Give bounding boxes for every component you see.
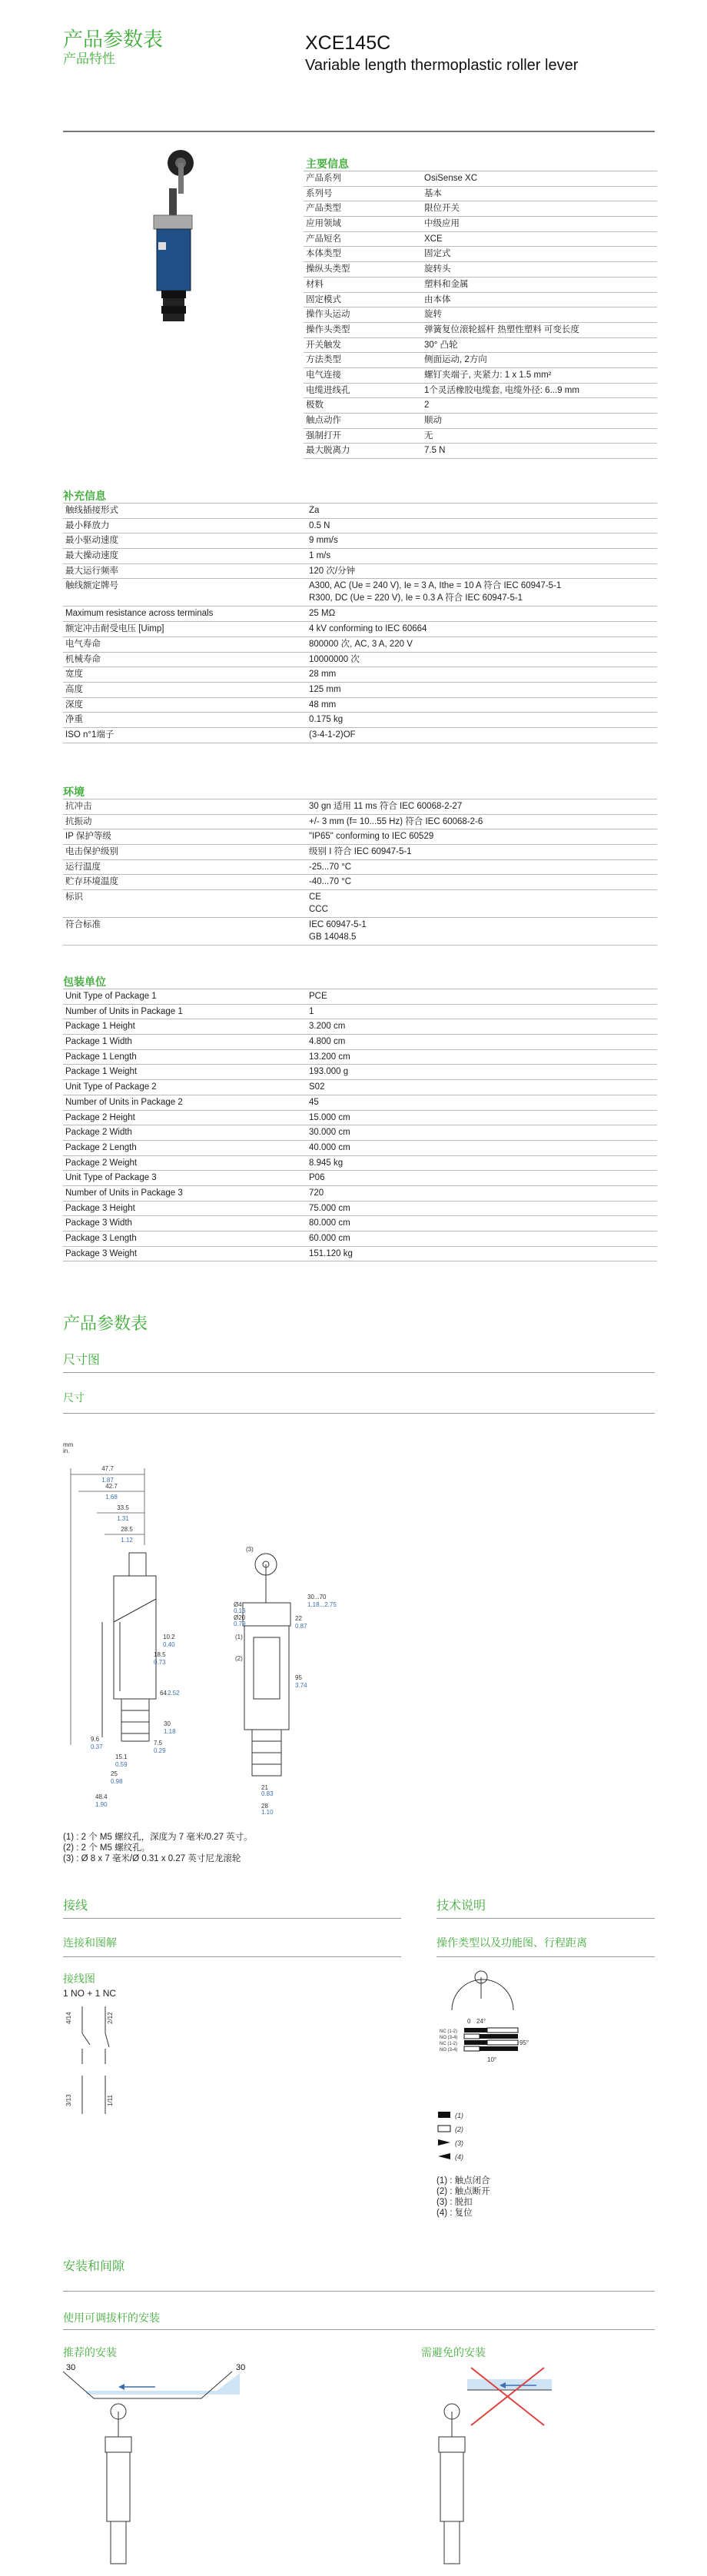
dim-label: 25 <box>111 1770 118 1777</box>
table-row <box>304 186 657 201</box>
unit-in: in. <box>63 1448 70 1454</box>
dim-label: 47.7 <box>101 1465 114 1472</box>
install-subtitle: 使用可调拔杆的安装 <box>63 2312 160 2324</box>
row-value: 侧面运动, 2方向 <box>421 353 657 368</box>
dim-label: 22 <box>295 1615 302 1622</box>
dim-label-in: 0.73 <box>154 1659 166 1666</box>
row-label: 最大脱离力 <box>304 444 421 459</box>
table-row <box>63 1201 657 1216</box>
table-row <box>304 322 657 337</box>
legend-text-4: (4) : 复位 <box>436 2209 473 2218</box>
legend-text-3: (3) : 脱扣 <box>436 2198 473 2207</box>
divider <box>63 1413 655 1414</box>
row-value: Za <box>306 504 657 519</box>
table-row <box>63 799 657 815</box>
packing-table <box>63 989 657 1261</box>
dim-label: 30...70 <box>307 1594 327 1600</box>
row-value: 7.5 N <box>421 444 657 459</box>
supplementary-title: 补充信息 <box>63 490 106 502</box>
row-value: -25...70 °C <box>306 859 657 875</box>
angle-label: 0 <box>467 2018 471 2025</box>
table-row <box>63 1185 657 1201</box>
row-label: Package 3 Height <box>63 1201 306 1216</box>
table-row <box>63 890 657 918</box>
dim-label-in: 3.74 <box>295 1682 307 1689</box>
row-label: Package 2 Height <box>63 1110 306 1125</box>
row-value: S02 <box>306 1080 657 1095</box>
main-info-table <box>304 171 657 459</box>
dim-label-in: 0.16 <box>234 1607 246 1614</box>
row-value: 28 mm <box>306 667 657 683</box>
row-value: CE CCC <box>306 890 657 918</box>
row-value: 1 <box>306 1004 657 1019</box>
function-diagram <box>436 1968 559 2068</box>
table-row <box>63 1171 657 1186</box>
dim-label: 28.5 <box>121 1526 133 1533</box>
product-model: XCE145C <box>305 32 391 54</box>
table-row <box>63 727 657 743</box>
table-row <box>304 367 657 383</box>
row-value: 螺钉夹端子, 夹紧力: 1 x 1.5 mm² <box>421 367 657 383</box>
legend-mark: (2) <box>455 2126 463 2133</box>
row-value: 级别 I 符合 IEC 60947-5-1 <box>306 845 657 860</box>
row-value: 旋转头 <box>421 262 657 278</box>
row-value: IEC 60947-5-1 GB 14048.5 <box>306 918 657 946</box>
dimensions-subtitle: 尺寸 <box>63 1391 85 1404</box>
callout-label: (3) <box>246 1546 254 1553</box>
header-right <box>305 32 578 75</box>
row-label: 电缆进线孔 <box>304 383 421 398</box>
angle-label: 95° <box>519 2039 529 2046</box>
row-label: 产品类型 <box>304 201 421 217</box>
row-value: 13.200 cm <box>306 1049 657 1065</box>
table-row <box>63 1004 657 1019</box>
terminal-label: 3/13 <box>65 2094 72 2106</box>
dim-label: Ø4 <box>234 1601 242 1608</box>
row-value: 基本 <box>421 186 657 201</box>
table-row <box>63 549 657 564</box>
dim-label: Ø20 <box>234 1614 246 1621</box>
avoid-install-drawing <box>421 2364 621 2571</box>
contact-label: NC (1-2) <box>440 2042 458 2046</box>
row-value: -40...70 °C <box>306 875 657 890</box>
wiring-diagram-title: 接线图 <box>63 1973 95 1985</box>
product-photo <box>138 146 207 331</box>
dim-label: 42.7 <box>105 1483 118 1490</box>
table-row <box>63 1049 657 1065</box>
table-row <box>304 414 657 429</box>
row-value: 顺动 <box>421 414 657 429</box>
table-row <box>63 1231 657 1247</box>
row-value: 无 <box>421 428 657 444</box>
dim-label: 30 <box>164 1720 171 1727</box>
row-label: Number of Units in Package 2 <box>63 1095 306 1110</box>
row-label: 贮存环境温度 <box>63 875 306 890</box>
row-label: 最大运行频率 <box>63 563 306 579</box>
dim-label-in: 2.52 <box>168 1690 180 1697</box>
row-label: 最大操动速度 <box>63 549 306 564</box>
row-label: 操作头类型 <box>304 322 421 337</box>
divider <box>436 1956 655 1957</box>
table-row <box>63 518 657 533</box>
row-label: 触点动作 <box>304 414 421 429</box>
table-row <box>304 307 657 323</box>
row-label: 标识 <box>63 890 306 918</box>
terminal-label: 4/14 <box>65 2012 72 2024</box>
row-value: 由本体 <box>421 292 657 307</box>
row-value: 4.800 cm <box>306 1035 657 1050</box>
main-info-title: 主要信息 <box>306 158 349 170</box>
row-label: 电气连接 <box>304 367 421 383</box>
row-value: 800000 次, AC, 3 A, 220 V <box>306 637 657 652</box>
dim-label-in: 1.18...2.75 <box>307 1601 337 1608</box>
table-row <box>63 829 657 845</box>
row-label: 最小驱动速度 <box>63 533 306 549</box>
table-row <box>63 1216 657 1231</box>
table-row <box>63 1125 657 1141</box>
row-label: Package 2 Length <box>63 1140 306 1155</box>
row-label: 净重 <box>63 713 306 728</box>
dim-label-in: 1.87 <box>101 1477 114 1484</box>
table-row <box>63 859 657 875</box>
divider <box>436 1918 655 1919</box>
row-label: Package 2 Weight <box>63 1155 306 1171</box>
row-label: Package 1 Width <box>63 1035 306 1050</box>
divider <box>63 2291 655 2292</box>
row-value: 30.000 cm <box>306 1125 657 1141</box>
table-row <box>63 682 657 697</box>
dim-label: 48.4 <box>95 1793 108 1800</box>
dim-label: 10.2 <box>163 1634 175 1640</box>
table-row <box>63 652 657 667</box>
avoid-install-title: 需避免的安装 <box>421 2346 486 2358</box>
dim-label-in: 1.12 <box>121 1537 133 1544</box>
table-row <box>63 1155 657 1171</box>
table-row <box>304 337 657 353</box>
dim-label-in: 1.18 <box>164 1728 176 1735</box>
table-row <box>63 918 657 946</box>
row-label: Unit Type of Package 3 <box>63 1171 306 1186</box>
row-label: 操纵头类型 <box>304 262 421 278</box>
dim-label: 21 <box>261 1784 268 1791</box>
row-label: Unit Type of Package 1 <box>63 989 306 1005</box>
row-label: 电击保护级别 <box>63 845 306 860</box>
row-value: 30° 凸轮 <box>421 337 657 353</box>
row-label: 抗振动 <box>63 814 306 829</box>
table-row <box>63 1065 657 1080</box>
dim-label-in: 1.31 <box>117 1515 129 1522</box>
row-label: 抗冲击 <box>63 799 306 815</box>
row-value: 151.120 kg <box>306 1246 657 1261</box>
row-label: 开关触发 <box>304 337 421 353</box>
page-title: 产品参数表 <box>63 28 164 51</box>
row-label: 触线额定牌号 <box>63 579 306 607</box>
row-label: 电气寿命 <box>63 637 306 652</box>
row-value: 9 mm/s <box>306 533 657 549</box>
row-value: PCE <box>306 989 657 1005</box>
terminal-label: 1/11 <box>107 2095 114 2106</box>
row-label: 最小释放力 <box>63 518 306 533</box>
row-value: 旋转 <box>421 307 657 323</box>
row-label: IP 保护等级 <box>63 829 306 845</box>
row-value: 0.175 kg <box>306 713 657 728</box>
row-value: 1个灵活橡胶电缆套, 电缆外径: 6...9 mm <box>421 383 657 398</box>
row-value: 0.5 N <box>306 518 657 533</box>
row-label: 产品系列 <box>304 171 421 187</box>
table-row <box>63 875 657 890</box>
row-value: 30 gn 适用 11 ms 符合 IEC 60068-2-27 <box>306 799 657 815</box>
table-row <box>63 845 657 860</box>
row-label: 符合标准 <box>63 918 306 946</box>
table-row <box>304 398 657 414</box>
page2-title: 产品参数表 <box>63 1314 148 1333</box>
note-2: (2) : 2 个 M5 螺纹孔。 <box>63 1843 151 1853</box>
row-value: OsiSense XC <box>421 171 657 187</box>
contact-label: NO (3-4) <box>440 2048 458 2052</box>
row-label: 产品短名 <box>304 231 421 247</box>
row-value: 10000000 次 <box>306 652 657 667</box>
table-row <box>304 171 657 187</box>
row-label: 固定模式 <box>304 292 421 307</box>
dim-label: 28 <box>261 1803 268 1810</box>
contact-label: NO (3-4) <box>440 2036 458 2040</box>
dim-label: 95 <box>295 1674 302 1681</box>
wiring-title: 接线 <box>63 1900 88 1913</box>
row-value: 1 m/s <box>306 549 657 564</box>
environment-title: 环境 <box>63 786 85 798</box>
dim-label: 64 <box>160 1690 167 1697</box>
table-row <box>63 563 657 579</box>
row-label: 触线插接形式 <box>63 504 306 519</box>
row-label: 应用领域 <box>304 217 421 232</box>
dim-label-in: 0.29 <box>154 1747 166 1754</box>
dimensions-title: 尺寸图 <box>63 1354 101 1367</box>
row-value: 125 mm <box>306 682 657 697</box>
table-row <box>63 1019 657 1035</box>
row-label: Number of Units in Package 3 <box>63 1185 306 1201</box>
header-divider <box>63 131 655 132</box>
row-value: 中级应用 <box>421 217 657 232</box>
row-label: Package 1 Length <box>63 1049 306 1065</box>
terminal-label: 2/12 <box>107 2012 114 2024</box>
table-row <box>304 247 657 262</box>
row-label: 宽度 <box>63 667 306 683</box>
dim-label-in: 0.37 <box>91 1743 103 1750</box>
table-row <box>304 383 657 398</box>
table-row <box>304 353 657 368</box>
row-value: 4 kV conforming to IEC 60664 <box>306 622 657 637</box>
dim-label-in: 0.87 <box>295 1623 307 1630</box>
row-value: "IP65" conforming to IEC 60529 <box>306 829 657 845</box>
dim-label-in: 1.10 <box>261 1809 274 1816</box>
dim-label-in: 0.79 <box>234 1620 246 1627</box>
table-row <box>63 1080 657 1095</box>
row-value: 80.000 cm <box>306 1216 657 1231</box>
row-value: 40.000 cm <box>306 1140 657 1155</box>
contact-label: NC (1-2) <box>440 2029 458 2034</box>
dim-label: 7.5 <box>154 1740 163 1747</box>
table-row <box>63 814 657 829</box>
dim-label-in: 1.90 <box>95 1801 108 1808</box>
row-value: 3.200 cm <box>306 1019 657 1035</box>
row-label: 系列号 <box>304 186 421 201</box>
row-label: Package 3 Length <box>63 1231 306 1247</box>
row-label: 本体类型 <box>304 247 421 262</box>
row-value: 15.000 cm <box>306 1110 657 1125</box>
dim-label: 18.5 <box>154 1651 166 1658</box>
table-row <box>63 989 657 1005</box>
row-label: 方法类型 <box>304 353 421 368</box>
row-label: 材料 <box>304 277 421 292</box>
table-row <box>63 533 657 549</box>
wiring-diagram <box>63 2003 132 2118</box>
table-row <box>304 201 657 217</box>
divider <box>63 1372 655 1373</box>
row-value: (3-4-1-2)OF <box>306 727 657 743</box>
row-label: Maximum resistance across terminals <box>63 607 306 622</box>
callout-label: (2) <box>235 1655 243 1662</box>
dim-label-in: 0.59 <box>115 1761 128 1768</box>
row-label: Package 3 Width <box>63 1216 306 1231</box>
table-row <box>63 504 657 519</box>
dim-label-in: 0.40 <box>163 1641 175 1648</box>
table-row <box>63 697 657 713</box>
recommended-install-title: 推荐的安装 <box>63 2346 117 2358</box>
table-row <box>304 262 657 278</box>
row-label: 极数 <box>304 398 421 414</box>
row-value: P06 <box>306 1171 657 1186</box>
dim-label: 15.1 <box>115 1753 128 1760</box>
tech-title: 技术说明 <box>436 1900 486 1913</box>
row-value: 193.000 g <box>306 1065 657 1080</box>
table-row <box>63 667 657 683</box>
dim-label-in: 0.98 <box>111 1778 123 1785</box>
dim-label: 33.5 <box>117 1504 129 1511</box>
row-value: 45 <box>306 1095 657 1110</box>
legend-mark: (1) <box>455 2112 463 2119</box>
note-1: (1) : 2 个 M5 螺纹孔，深度为 7 毫米/0.27 英寸。 <box>63 1833 253 1842</box>
supplementary-table <box>63 503 657 743</box>
row-value: 限位开关 <box>421 201 657 217</box>
tech-subtitle: 操作类型以及功能图、行程距离 <box>436 1936 587 1949</box>
row-value: XCE <box>421 231 657 247</box>
row-label: 深度 <box>63 697 306 713</box>
angle-label: 30 <box>236 2364 246 2372</box>
legend-mark: (3) <box>455 2139 463 2147</box>
dimension-drawing <box>60 1438 352 1822</box>
environment-table <box>63 799 657 946</box>
table-row <box>304 277 657 292</box>
row-label: Package 1 Weight <box>63 1065 306 1080</box>
table-row <box>304 231 657 247</box>
row-value: 48 mm <box>306 697 657 713</box>
product-description: Variable length thermoplastic roller lever <box>305 57 579 74</box>
table-row <box>63 637 657 652</box>
dim-label-in: 0.83 <box>261 1790 274 1797</box>
row-label: Number of Units in Package 1 <box>63 1004 306 1019</box>
row-value: 弹簧复位滚轮摇杆 热塑性塑料 可变长度 <box>421 322 657 337</box>
row-value: 8.945 kg <box>306 1155 657 1171</box>
table-row <box>63 1035 657 1050</box>
row-value: 2 <box>421 398 657 414</box>
divider <box>63 1956 401 1957</box>
row-label: 高度 <box>63 682 306 697</box>
legend-mark: (4) <box>455 2153 463 2161</box>
row-value: 75.000 cm <box>306 1201 657 1216</box>
wiring-subtitle: 连接和图解 <box>63 1936 117 1949</box>
table-row <box>63 1140 657 1155</box>
row-label: Package 3 Weight <box>63 1246 306 1261</box>
row-value: 720 <box>306 1185 657 1201</box>
row-value: 120 次/分钟 <box>306 563 657 579</box>
legend-text-2: (2) : 触点断开 <box>436 2187 490 2196</box>
row-value: 固定式 <box>421 247 657 262</box>
row-label: 运行温度 <box>63 859 306 875</box>
row-value: A300, AC (Ue = 240 V), Ie = 3 A, Ithe = 10 A 符合 IEC 60947-5-1 R300, DC (Ue = 220 V), Ie = 0.3 A 符合 IEC 60947-5-1 <box>306 579 657 607</box>
row-label: Package 2 Width <box>63 1125 306 1141</box>
divider <box>63 1918 401 1919</box>
table-row <box>63 1246 657 1261</box>
dim-label: 9.6 <box>91 1736 100 1743</box>
row-label: 操作头运动 <box>304 307 421 323</box>
row-label: Unit Type of Package 2 <box>63 1080 306 1095</box>
row-label: ISO n°1端子 <box>63 727 306 743</box>
angle-label: 30 <box>66 2364 76 2372</box>
row-label: 机械寿命 <box>63 652 306 667</box>
callout-label: (1) <box>235 1634 243 1640</box>
angle-label: 24° <box>476 2018 486 2025</box>
table-row <box>63 579 657 607</box>
dim-label-in: 1.68 <box>105 1494 118 1501</box>
table-row <box>304 292 657 307</box>
recommended-install-drawing <box>63 2364 263 2571</box>
row-value: +/- 3 mm (f= 10...55 Hz) 符合 IEC 60068-2-6 <box>306 814 657 829</box>
page-subtitle: 产品特性 <box>63 52 115 66</box>
row-label: 强制打开 <box>304 428 421 444</box>
table-row <box>63 622 657 637</box>
packing-title: 包装单位 <box>63 976 106 988</box>
row-value: 25 MΩ <box>306 607 657 622</box>
divider <box>63 2329 655 2330</box>
unit-mm: mm <box>63 1441 74 1448</box>
row-label: 额定冲击耐受电压 [Uimp] <box>63 622 306 637</box>
table-row <box>63 607 657 622</box>
table-row <box>304 217 657 232</box>
angle-label: 10° <box>487 2056 497 2063</box>
install-title: 安装和间隙 <box>63 2260 125 2273</box>
table-row <box>63 1110 657 1125</box>
row-value: 塑料和金属 <box>421 277 657 292</box>
contact-config: 1 NO + 1 NC <box>63 1988 117 1999</box>
row-label: Package 1 Height <box>63 1019 306 1035</box>
header-left <box>63 28 163 68</box>
legend-text-1: (1) : 触点闭合 <box>436 2176 490 2185</box>
table-row <box>63 1095 657 1110</box>
note-3: (3) : Ø 8 x 7 毫米/Ø 0.31 x 0.27 英寸尼龙滚轮 <box>63 1854 241 1863</box>
legend-symbols <box>436 2110 498 2172</box>
table-row <box>304 444 657 459</box>
table-row <box>304 428 657 444</box>
table-row <box>63 713 657 728</box>
row-value: 60.000 cm <box>306 1231 657 1247</box>
